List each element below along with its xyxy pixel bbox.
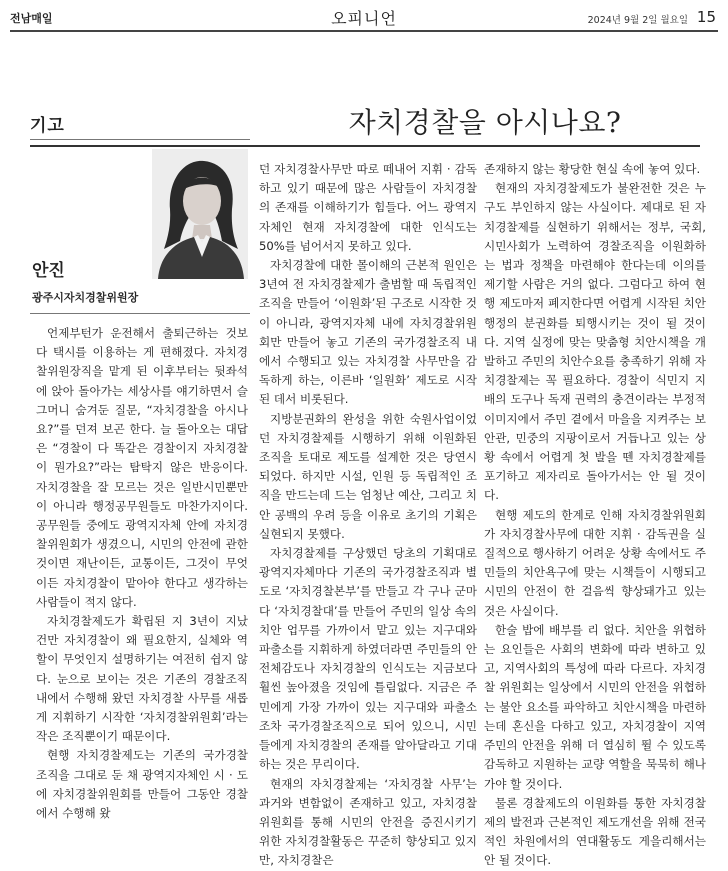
- author-name: 안진: [32, 261, 65, 281]
- paragraph: 한술 밥에 배부를 리 없다. 치안을 위협하는 요인들은 사회의 변화에 따라 변하고 있고, 지역사회의 특성에 따라 다르다. 자치경찰 위원회는 일상에서 시민의 안전을 위협하는 불안 요소를 파악하고 치안시책을 마련하는데 혼신을 다하고 있고, 자치경찰이 지역주민의 안전을 위해 더 열심히 뛸 수 있도록 감독하고 지원하는 교량 역할을 묵묵히 해나가야 할 것이다.: [484, 622, 706, 791]
- body-column-3: [484, 160, 706, 871]
- paragraph: 현재의 자치경찰제는 ‘자치경찰 사무’는 과거와 변함없이 존재하고 있고, 자치경찰위원회를 통해 시민의 안전을 증진시키기 위한 자치경찰활동은 꾸준히 향상되고 있지만, 자치경찰은: [259, 776, 477, 868]
- author-photo: [152, 149, 248, 279]
- page-number: 15: [696, 8, 716, 26]
- page-header: [0, 0, 728, 38]
- portrait-image: [152, 149, 248, 279]
- paragraph: 자치경찰제도가 확립된 지 3년이 지났건만 자치경찰이 왜 필요한지, 실체와 역할이 무엇인지 설명하기는 여전히 쉽지 않다. 눈으로 보이는 것은 기존의 경찰조직 내에서 수행해 왔던 자치경찰 사무를 새롭게 지휘하기 시작한 ‘자치경찰위원회’라는 작은 조직뿐이기 때문이다.: [36, 614, 248, 744]
- paragraph: 존재하지 않는 황당한 현실 속에 놓여 있다.: [484, 162, 701, 176]
- paragraph: 던 자치경찰사무만 따로 떼내어 지휘 · 감독하고 있기 때문에 많은 사람들이 자치경찰의 존재를 이해하기가 힘들다. 어느 광역지자체인 현재 자치경찰에 대한 인식도는 50%를 넘어서지 못하고 있다.: [259, 162, 477, 253]
- newspaper-name: 전남매일: [10, 12, 53, 25]
- paragraph: 자치경찰제를 구상했던 당초의 기획대로 광역지자체마다 기존의 국가경찰조직과 별도로 ‘자치경찰본부’를 만들고 각 구나 군마다 ‘자치경찰대’를 만들어 주민의 일상 속의 치안 업무를 가까이서 맡고 있는 지구대와 파출소를 지휘하게 하였더라면 주민들의 안전체감도나 자치경찰의 인식도는 지금보다 훨씬 높아졌을 것임에 틀림없다. 지금은 주민에게 가장 가까이 있는 지구대와 파출소조차 국가경찰조직으로 되어 있으니, 시민들에게 자치경찰의 존재를 알아달라고 기대하는 것은 무리이다.: [259, 546, 477, 772]
- author-rule: [30, 313, 250, 314]
- body-column-2: [259, 160, 477, 871]
- paragraph: 자치경찰에 대한 몰이해의 근본적 원인은 3년여 전 자치경찰제가 출범할 때 독립적인 조직을 만들어 ‘이원화’된 구조로 시작한 것이 아니라, 광역지자체 내에 자치경찰위원회만 만들어 놓고 기존의 국가경찰조직 내에서 수행되고 있는 자치경찰 사무만을 감독하게 하는, 이른바 ‘일원화’ 제도로 시작된 데서 비롯된다.: [259, 258, 477, 407]
- body-column-1: [36, 324, 248, 823]
- article-kind: 기고: [30, 116, 65, 136]
- issue-date: 2024년 9월 2일 월요일: [587, 15, 688, 26]
- paragraph: 지방분권화의 완성을 위한 숙원사업이었던 자치경찰제를 시행하기 위해 이원화된 조직을 토대로 제도를 설계한 것은 당연시되었다. 하지만 시설, 인원 등 독립적인 조직을 만드는데 드는 엄청난 예산, 그리고 치안 공백의 우려 등을 이유로 초기의 기획은 실현되지 못했다.: [259, 411, 477, 541]
- paragraph: 언제부턴가 운전해서 출퇴근하는 것보다 택시를 이용하는 게 편해졌다. 자치경찰위원장직을 맡게 된 이후부터는 뒷좌석에 앉아 돌아가는 세상사를 얘기하면서 슬그머니 숨겨둔 질문, “자치경찰을 아시나요?”를 던져 보곤 한다. 늘 돌아오는 대답은 “경찰이 다 똑같은 경찰이지 자치경찰이 뭔가요?”라는 탐탁지 않은 반응이다. 자치경찰을 잘 모르는 것은 일반시민뿐만이 아니라 행정공무원들도 마찬가지이다. 공무원들 중에도 광역지자체 안에 자치경찰위원회가 생겼으니, 시민의 안전에 관한 것이면 재난이든, 교통이든, 그것이 무엇이든 자치경찰이 맡아야 한다고 생각하는 사람들이 적지 않다.: [36, 326, 248, 609]
- article-title: 자치경찰을 아시나요?: [348, 106, 622, 139]
- kind-rule: [30, 139, 250, 140]
- paragraph: 현재의 자치경찰제도가 불완전한 것은 누구도 부인하지 않는 사실이다. 제대로 된 자치경찰제를 실현하기 위해서는 정부, 국회, 시민사회가 노력하여 경찰조직을 이원화하는 법과 정책을 마련해야 한다는데 이의를 제기할 사람은 거의 없다. 그럼다고 하여 현행 제도마저 폐지한다면 어렵게 시작된 치안행정의 분권화를 퇴행시키는 것이 될 것이다. 지역 실정에 맞는 맞춤형 치안시책을 개발하고 주민의 치안수요를 충족하기 위해 자치경찰제는 꼭 필요하다. 경찰이 식민지 지배의 도구나 독재 권력의 충견이라는 부정적 이미지에서 주민 곁에서 마을을 지켜주는 보안관, 민중의 지팡이로서 거듭나고 있는 상황 속에서 어렵게 첫 발을 뗀 자치경찰제를 포기하고 제자리로 돌아가서는 안 될 것이다.: [484, 181, 706, 503]
- paragraph: 물론 경찰제도의 이원화를 통한 자치경찰제의 발전과 근본적인 제도개선을 위해 전국적인 차원에서의 연대활동도 게을리해서는 안 될 것이다.: [484, 795, 706, 868]
- header-rule: [10, 30, 718, 32]
- section-title: 오피니언: [331, 9, 397, 28]
- headline-rule: [30, 145, 700, 147]
- paragraph: 현행 자치경찰제도는 기존의 국가경찰 조직을 그대로 둔 채 광역지자체인 시 · 도에 자치경찰위원회를 만들어 그동안 경찰에서 수행해 왔: [36, 748, 248, 821]
- author-affiliation: 광주시자치경찰위원장: [32, 291, 139, 304]
- paragraph: 현행 제도의 한계로 인해 자치경찰위원회가 자치경찰사무에 대한 지휘 · 감독권을 실질적으로 행사하기 어려운 상황 속에서도 주민들의 치안욕구에 맞는 시책들이 시행되고 시민의 안전이 한 걸음씩 향상돼가고 있는 것은 사실이다.: [484, 507, 706, 618]
